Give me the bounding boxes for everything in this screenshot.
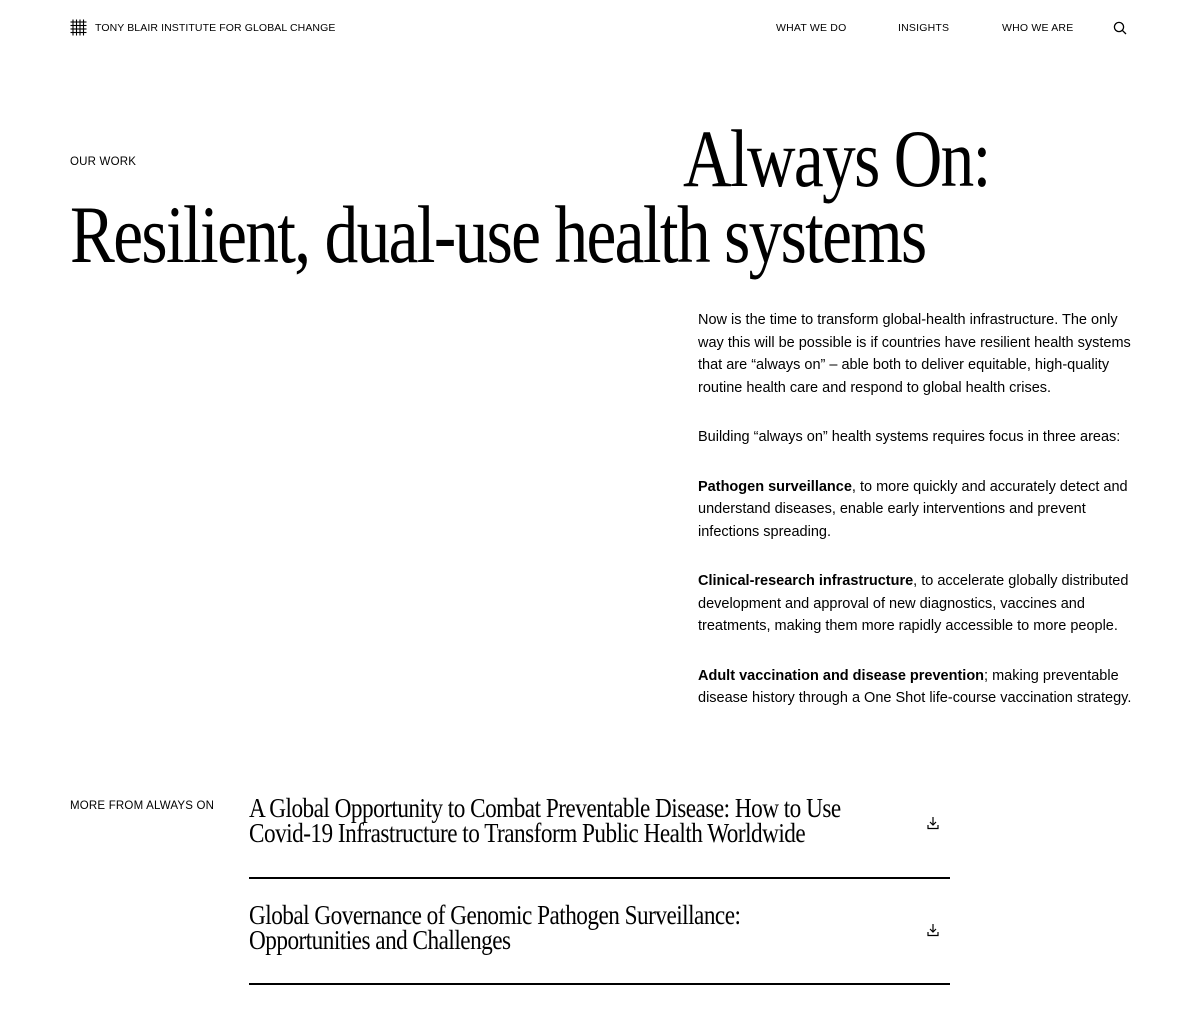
publication-title[interactable]: Global Governance of Genomic Pathogen Surveillance: Opportunities and Challenges	[249, 900, 741, 955]
search-icon[interactable]	[1113, 21, 1129, 37]
nav-insights[interactable]: INSIGHTS	[898, 22, 950, 34]
nav-who-we-are[interactable]: WHO WE ARE	[1002, 22, 1074, 34]
publication-title[interactable]: A Global Opportunity to Combat Preventable Disease: How to Use Covid-19 Infrastructure to Transform Public Health Worldwide	[249, 793, 841, 848]
focus-area-clinical-research	[698, 570, 1136, 638]
publication-item[interactable]	[249, 900, 950, 985]
focus-area-description: , to accelerate globally distributed development and approval of new diagnostics, vaccines and treatments, making them more rapidly accessible to more people.	[698, 573, 1129, 634]
site-header	[0, 0, 1200, 60]
download-icon[interactable]	[927, 816, 939, 830]
intro-text	[698, 309, 1136, 737]
focus-area-description: ; making preventable disease history through a One Shot life-course vaccination strategy.	[698, 667, 1132, 706]
publication-item[interactable]	[249, 793, 950, 879]
focus-area-title: Adult vaccination and disease prevention	[698, 667, 985, 684]
eyebrow-our-work: OUR WORK	[70, 156, 137, 168]
download-icon[interactable]	[927, 923, 939, 937]
intro-paragraph: Now is the time to transform global-health infrastructure. The only way this will be possible is if countries have resilient health systems that are “always on” – able both to deliver equitable, high-quality routine health care and respond to global health crises.	[698, 312, 1131, 396]
woven-grid-icon	[70, 19, 87, 36]
intro-lead: Building “always on” health systems requires focus in three areas:	[698, 429, 1121, 445]
page-title-line-2: Resilient, dual-use health systems	[70, 189, 926, 280]
focus-area-adult-vaccination	[698, 665, 1136, 710]
focus-area-title: Pathogen surveillance	[698, 478, 852, 495]
logo-link[interactable]	[70, 19, 336, 36]
focus-area-title: Clinical-research infrastructure	[698, 573, 914, 589]
more-from-label: MORE FROM ALWAYS ON	[70, 800, 215, 812]
nav-what-we-do[interactable]: WHAT WE DO	[776, 22, 847, 34]
page-title-line-1: Always On:	[683, 113, 990, 204]
focus-area-pathogen-surveillance	[698, 476, 1136, 544]
logo-text: TONY BLAIR INSTITUTE FOR GLOBAL CHANGE	[95, 21, 336, 34]
focus-area-description: , to more quickly and accurately detect and understand diseases, enable early interventions and prevent infections spreading.	[698, 478, 1128, 540]
